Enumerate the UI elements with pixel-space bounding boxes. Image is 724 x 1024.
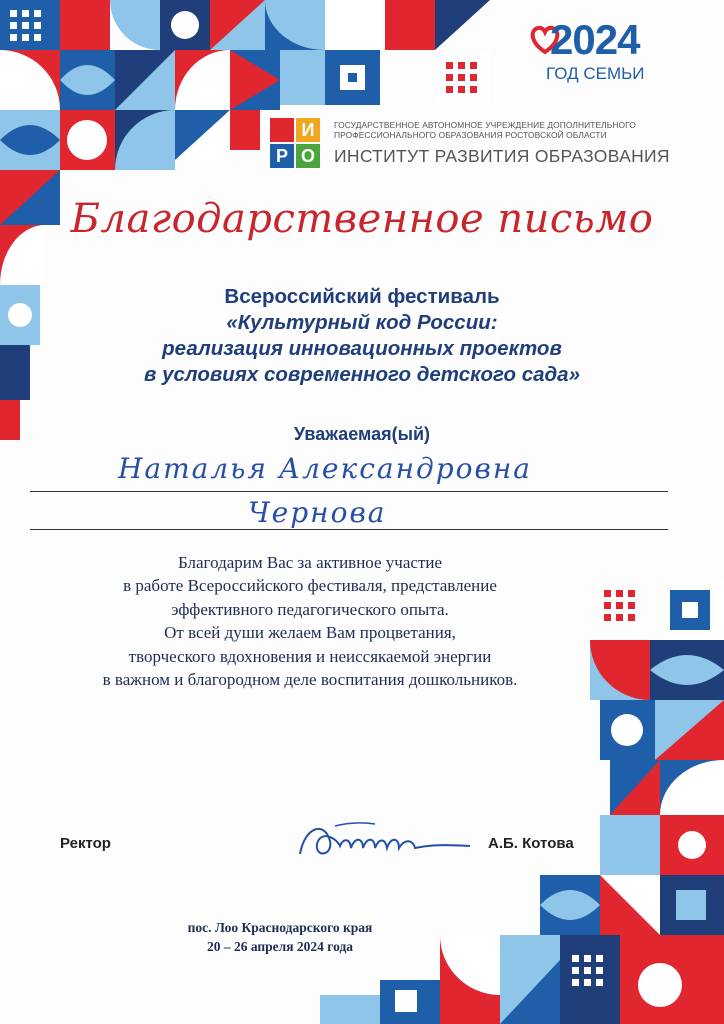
- event-line4: в условиях современного детского сада»: [144, 363, 580, 386]
- organization-full-name: [334, 120, 704, 140]
- recipient-surname: Чернова: [248, 496, 387, 529]
- event-dates: 20 – 26 апреля 2024 года: [206, 939, 354, 954]
- iro-letter-o: О: [296, 144, 320, 168]
- event-line2: «Культурный код России:: [226, 311, 498, 334]
- event-place-dates: [150, 918, 410, 956]
- body-line: в важном и благородном деле воспитания дошкольников.: [102, 670, 518, 690]
- body-line: эффективного педагогического опыта.: [171, 599, 449, 619]
- event-line3: реализация инновационных проектов: [162, 337, 562, 360]
- name-underline-1: [30, 491, 668, 492]
- iro-letter-i: И: [296, 118, 320, 142]
- org-name-line2: ПРОФЕССИОНАЛЬНОГО ОБРАЗОВАНИЯ РОСТОВСКОЙ ОБЛАСТИ: [334, 130, 607, 140]
- body-line: в работе Всероссийского фестиваля, представление: [123, 576, 497, 596]
- signer-name: А.Б. Котова: [488, 835, 574, 852]
- body-line: Благодарим Вас за активное участие: [177, 553, 443, 572]
- body-line: От всей души желаем Вам процветания,: [164, 623, 456, 643]
- org-name-line1: ГОСУДАРСТВЕННОЕ АВТОНОМНОЕ УЧРЕЖДЕНИЕ ДОПОЛНИТЕЛЬНОГО: [334, 120, 636, 130]
- event-line1: Всероссийский фестиваль: [224, 285, 500, 308]
- event-name: [0, 284, 724, 388]
- greeting: Уважаемая(ый): [293, 424, 431, 444]
- body-text: [20, 551, 600, 691]
- iro-letter-r: Р: [270, 144, 294, 168]
- event-place: пос. Лоо Краснодарского края: [187, 920, 373, 935]
- iro-logo-square: [270, 118, 294, 142]
- handwritten-signature: [295, 816, 475, 866]
- name-underline-2: [30, 529, 668, 530]
- document-title: Благодарственное письмо: [70, 196, 654, 242]
- logo-family-text: ГОД СЕМЬИ: [546, 64, 645, 83]
- recipient-name: Наталья Александровна: [118, 452, 532, 485]
- iro-logo: [270, 118, 320, 168]
- organization-short-name: ИНСТИТУТ РАЗВИТИЯ ОБРАЗОВАНИЯ: [334, 146, 670, 166]
- logo-year: 2024: [550, 16, 640, 63]
- body-line: творческого вдохновения и неиссякаемой энергии: [128, 646, 492, 666]
- signer-role: Ректор: [60, 835, 111, 852]
- year-of-family-logo: [528, 14, 648, 100]
